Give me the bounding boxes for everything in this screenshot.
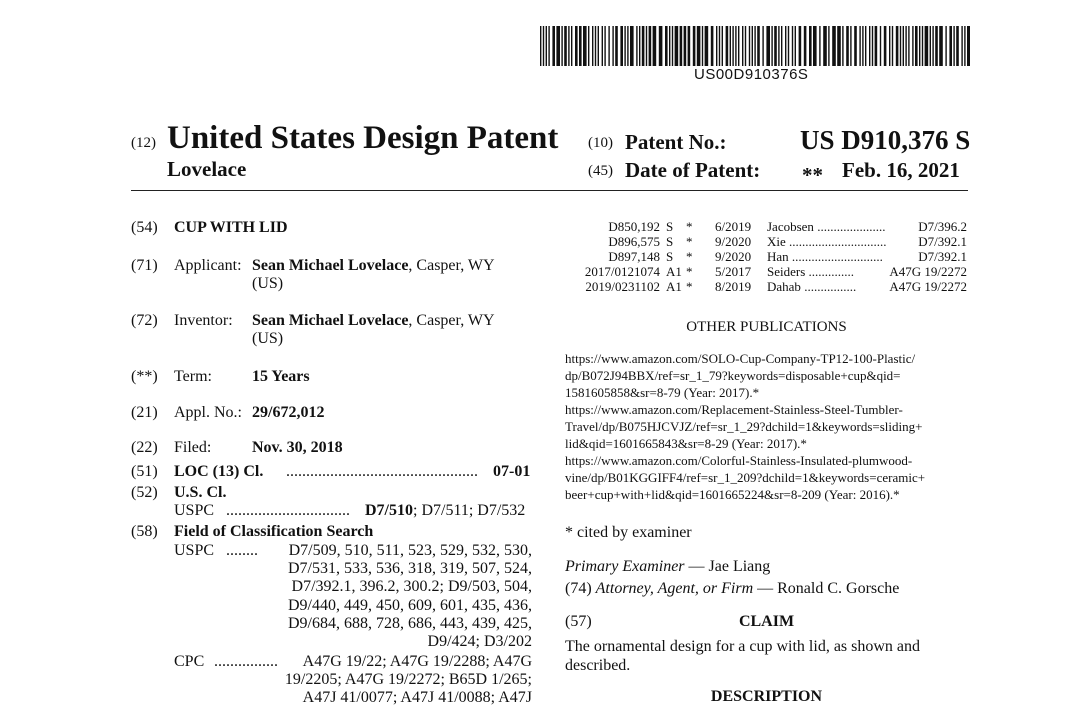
ref-kind: A1 <box>666 279 682 294</box>
uspc-line: D9/684, 688, 728, 686, 443, 439, 425, <box>288 615 532 632</box>
term-code: (**) <box>131 368 158 385</box>
ref-name: Xie .............................. <box>767 234 887 249</box>
uspc-line: D7/392.1, 396.2, 300.2; D9/503, 504, <box>291 578 532 595</box>
applicant-value: Sean Michael Lovelace, Casper, WY <box>252 257 495 274</box>
design-title: CUP WITH LID <box>174 219 288 236</box>
barcode-image <box>540 26 970 66</box>
publication-line: https://www.amazon.com/SOLO-Cup-Company-TP12-100-Plastic/ <box>565 351 916 366</box>
date-of-patent: Feb. 16, 2021 <box>842 158 960 182</box>
claim-heading: CLAIM <box>738 613 795 630</box>
us-cl-value: D7/510; D7/511; D7/532 <box>365 502 526 519</box>
publication-line: 1581605858&sr=8-79 (Year: 2017).* <box>565 385 760 400</box>
ref-class: A47G 19/2272 <box>889 264 967 279</box>
loc-label: LOC (13) Cl. <box>174 463 264 480</box>
field-21-code: (21) <box>131 404 158 421</box>
other-publications-heading: OTHER PUBLICATIONS <box>686 319 847 335</box>
applicant-country: (US) <box>252 275 284 292</box>
description-heading: DESCRIPTION <box>710 688 823 705</box>
appl-no-label: Appl. No.: <box>174 404 242 421</box>
field-search-label: Field of Classification Search <box>174 523 374 540</box>
field-54-code: (54) <box>131 219 158 236</box>
ref-star: * <box>686 279 693 294</box>
field-search-uspc-dots: ........ <box>226 542 258 559</box>
ref-date: 6/2019 <box>715 219 752 234</box>
applicant-label: Applicant: <box>174 257 242 274</box>
ref-class: A47G 19/2272 <box>889 279 967 294</box>
field-72-code: (72) <box>131 312 158 329</box>
ref-class: D7/392.1 <box>918 234 967 249</box>
cpc-line: 19/2205; A47G 19/2272; B65D 1/265; <box>284 671 532 688</box>
claim-text-line: The ornamental design for a cup with lid, as shown and <box>565 638 921 655</box>
uspc-line: D7/531, 533, 536, 318, 319, 507, 524, <box>288 560 532 577</box>
ref-date: 8/2019 <box>715 279 752 294</box>
ref-number: D896,575 <box>608 234 660 249</box>
field-71-code: (71) <box>131 257 158 274</box>
field-search-cpc-label: CPC <box>174 653 205 670</box>
ref-name: Han ............................ <box>767 249 883 264</box>
code-45: (45) <box>588 163 613 179</box>
field-52-code: (52) <box>131 484 158 501</box>
publication-line: lid&qid=1601665843&sr=8-29 (Year: 2017).* <box>565 436 807 451</box>
loc-value: 07-01 <box>493 463 531 480</box>
ref-star: * <box>686 234 693 249</box>
us-cl-label: U.S. Cl. <box>174 484 227 501</box>
cited-by-examiner-note: * cited by examiner <box>565 524 692 541</box>
publication-line: Travel/dp/B075HJCVJZ/ref=sr_1_29?dchild=1&keywords=sliding+ <box>565 419 923 434</box>
term-value: 15 Years <box>252 368 310 385</box>
ref-star: * <box>686 219 693 234</box>
ref-class: D7/396.2 <box>918 219 967 234</box>
ref-name: Seiders .............. <box>767 264 855 279</box>
attorney-agent: (74) Attorney, Agent, or Firm — Ronald C. Gorsche <box>565 580 900 597</box>
field-search-cpc-dots: ................ <box>214 653 278 670</box>
ref-number: 2019/0231102 <box>585 279 660 294</box>
ref-number: D850,192 <box>608 219 660 234</box>
cpc-line: A47J 41/0077; A47J 41/0088; A47J <box>302 689 532 706</box>
patent-type-title: United States Design Patent <box>167 120 559 156</box>
term-label: Term: <box>174 368 212 385</box>
publication-line: dp/B072J94BBX/ref=sr_1_79?keywords=disposable+cup&qid= <box>565 368 901 383</box>
ref-number: D897,148 <box>608 249 660 264</box>
uspc-line: D9/440, 449, 450, 609, 601, 435, 436, <box>288 597 532 614</box>
barcode-text: US00D910376S <box>694 66 809 83</box>
ref-kind: S <box>666 219 674 234</box>
primary-examiner: Primary Examiner — Jae Liang <box>565 558 771 575</box>
field-search-uspc-label: USPC <box>174 542 215 559</box>
publication-line: https://www.amazon.com/Colorful-Stainless-Insulated-plumwood- <box>565 453 913 468</box>
publication-line: beer+cup+with+lid&qid=1601665224&sr=8-209 (Year: 2016).* <box>565 487 900 502</box>
ref-number: 2017/0121074 <box>584 264 660 279</box>
publication-line: https://www.amazon.com/Replacement-Stainless-Steel-Tumbler- <box>565 402 903 417</box>
ref-star: * <box>686 249 693 264</box>
ref-kind: S <box>666 234 674 249</box>
inventor-country: (US) <box>252 330 284 347</box>
cpc-line: A47G 19/22; A47G 19/2288; A47G <box>302 653 532 670</box>
appl-no-value: 29/672,012 <box>252 404 325 421</box>
date-of-patent-label: Date of Patent: <box>625 158 761 182</box>
loc-dots: ................................................ <box>286 463 478 480</box>
publication-line: vine/dp/B01KGGIFF4/ref=sr_1_209?dchild=1&keywords=ceramic+ <box>565 470 926 485</box>
inventor-value: Sean Michael Lovelace, Casper, WY <box>252 312 495 329</box>
field-51-code: (51) <box>131 463 158 480</box>
uspc-line: D7/509, 510, 511, 523, 529, 532, 530, <box>288 542 532 559</box>
ref-name: Jacobsen ..................... <box>767 219 886 234</box>
ref-date: 9/2020 <box>715 234 752 249</box>
claim-code: (57) <box>565 613 592 630</box>
ref-date: 5/2017 <box>715 264 752 279</box>
field-58-code: (58) <box>131 523 158 540</box>
ref-kind: A1 <box>666 264 682 279</box>
inventor-surname: Lovelace <box>167 157 247 181</box>
ref-class: D7/392.1 <box>918 249 967 264</box>
header-rule <box>131 190 968 191</box>
code-10: (10) <box>588 135 613 151</box>
code-12: (12) <box>131 135 156 151</box>
claim-text-line: described. <box>565 657 631 674</box>
ref-name: Dahab ................ <box>767 279 857 294</box>
patent-number: US D910,376 S <box>800 125 971 155</box>
uspc-line: D9/424; D3/202 <box>427 633 532 650</box>
ref-kind: S <box>666 249 674 264</box>
us-cl-uspc-label: USPC <box>174 502 215 519</box>
date-stars: ** <box>802 163 823 187</box>
ref-date: 9/2020 <box>715 249 752 264</box>
us-cl-dots: ............................... <box>226 502 350 519</box>
patent-no-label: Patent No.: <box>625 130 727 154</box>
inventor-label: Inventor: <box>174 312 233 329</box>
filed-value: Nov. 30, 2018 <box>252 439 343 456</box>
field-22-code: (22) <box>131 439 158 456</box>
filed-label: Filed: <box>174 439 212 456</box>
ref-star: * <box>686 264 693 279</box>
